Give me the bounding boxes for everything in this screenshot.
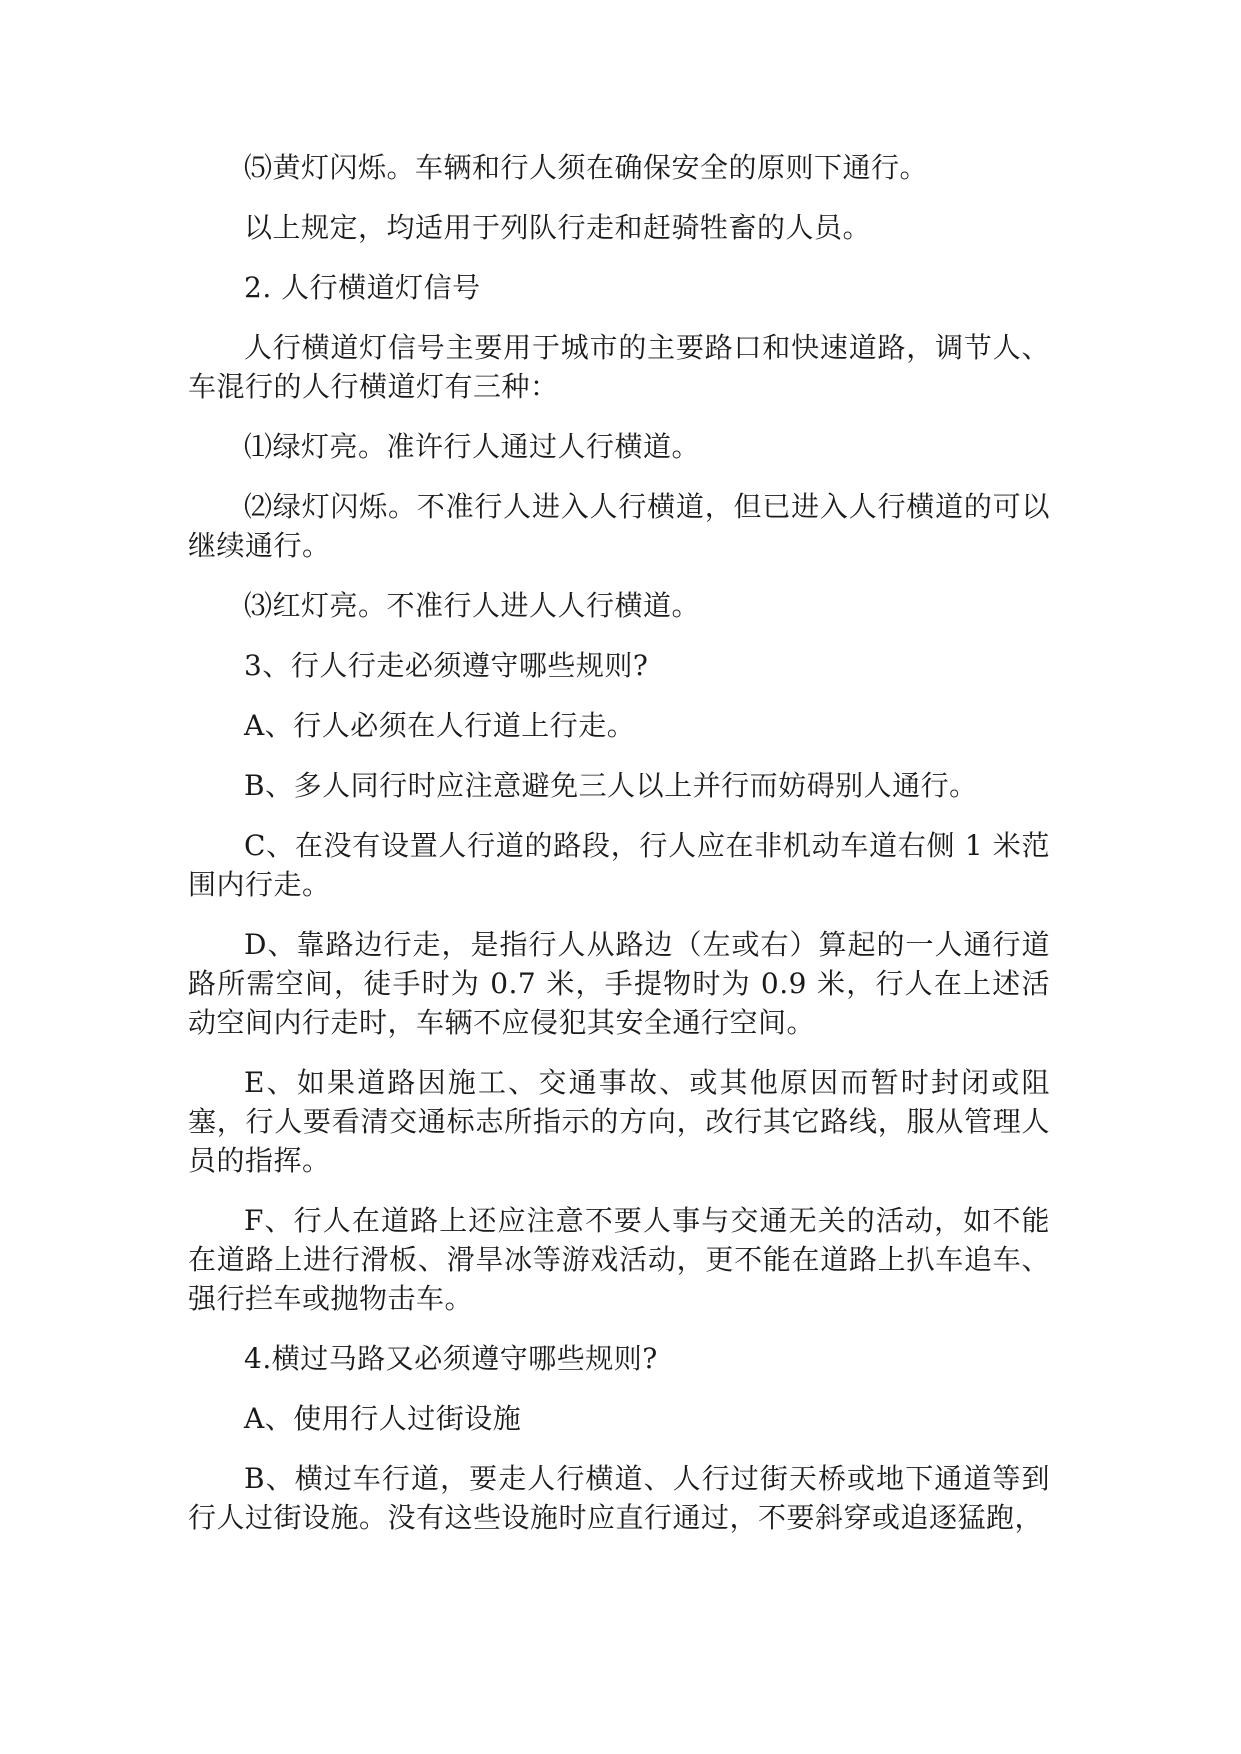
section-heading-walking-rules: 3、行人行走必须遵守哪些规则? <box>244 649 649 682</box>
paragraph-yellow-flash: ⑸黄灯闪烁。车辆和行人须在确保安全的原则下通行。 <box>244 151 929 184</box>
rule-item-e: E、如果道路因施工、交通事故、或其他原因而暂时封闭或阻塞，行人要看清交通标志所指示的方向，改行其它路线，服从管理人员的指挥。 <box>188 1066 1050 1177</box>
rule-item-a: A、行人必须在人行道上行走。 <box>244 709 636 742</box>
section-heading-crosswalk-signal: 2. 人行横道灯信号 <box>244 271 481 304</box>
paragraph-crosswalk-intro: 人行横道灯信号主要用于城市的主要路口和快速道路，调节人、车混行的人行横道灯有三种： <box>188 331 1050 403</box>
section-heading-crossing-rules: 4.横过马路又必须遵守哪些规则? <box>244 1342 658 1375</box>
rule-item-b: B、多人同行时应注意避免三人以上并行而妨碍别人通行。 <box>244 769 978 802</box>
paragraph-applies-note: 以上规定，均适用于列队行走和赶骑牲畜的人员。 <box>244 211 872 244</box>
paragraph-red-on: ⑶红灯亮。不准行人进人人行横道。 <box>244 589 701 622</box>
paragraph-green-on: ⑴绿灯亮。准许行人通过人行横道。 <box>244 430 701 463</box>
paragraph-green-flash: ⑵绿灯闪烁。不准行人进入人行横道，但已进入人行横道的可以继续通行。 <box>188 490 1050 562</box>
crossing-rule-b: B、横过车行道，要走人行横道、人行过街天桥或地下通道等到行人过街设施。没有这些设施时应直行通过，不要斜穿或追逐猛跑， <box>188 1462 1050 1534</box>
crossing-rule-a: A、使用行人过街设施 <box>244 1402 522 1435</box>
rule-item-c: C、在没有设置人行道的路段，行人应在非机动车道右侧 1 米范围内行走。 <box>188 829 1050 901</box>
rule-item-f: F、行人在道路上还应注意不要人事与交通无关的活动，如不能在道路上进行滑板、滑旱冰等游戏活动，更不能在道路上扒车追车、强行拦车或抛物击车。 <box>188 1204 1050 1315</box>
document-body <box>188 148 1050 1558</box>
rule-item-d: D、靠路边行走，是指行人从路边（左或右）算起的一人通行道路所需空间，徒手时为 0.7 米，手提物时为 0.9 米，行人在上述活动空间内行走时，车辆不应侵犯其安全通行空间。 <box>188 928 1050 1039</box>
